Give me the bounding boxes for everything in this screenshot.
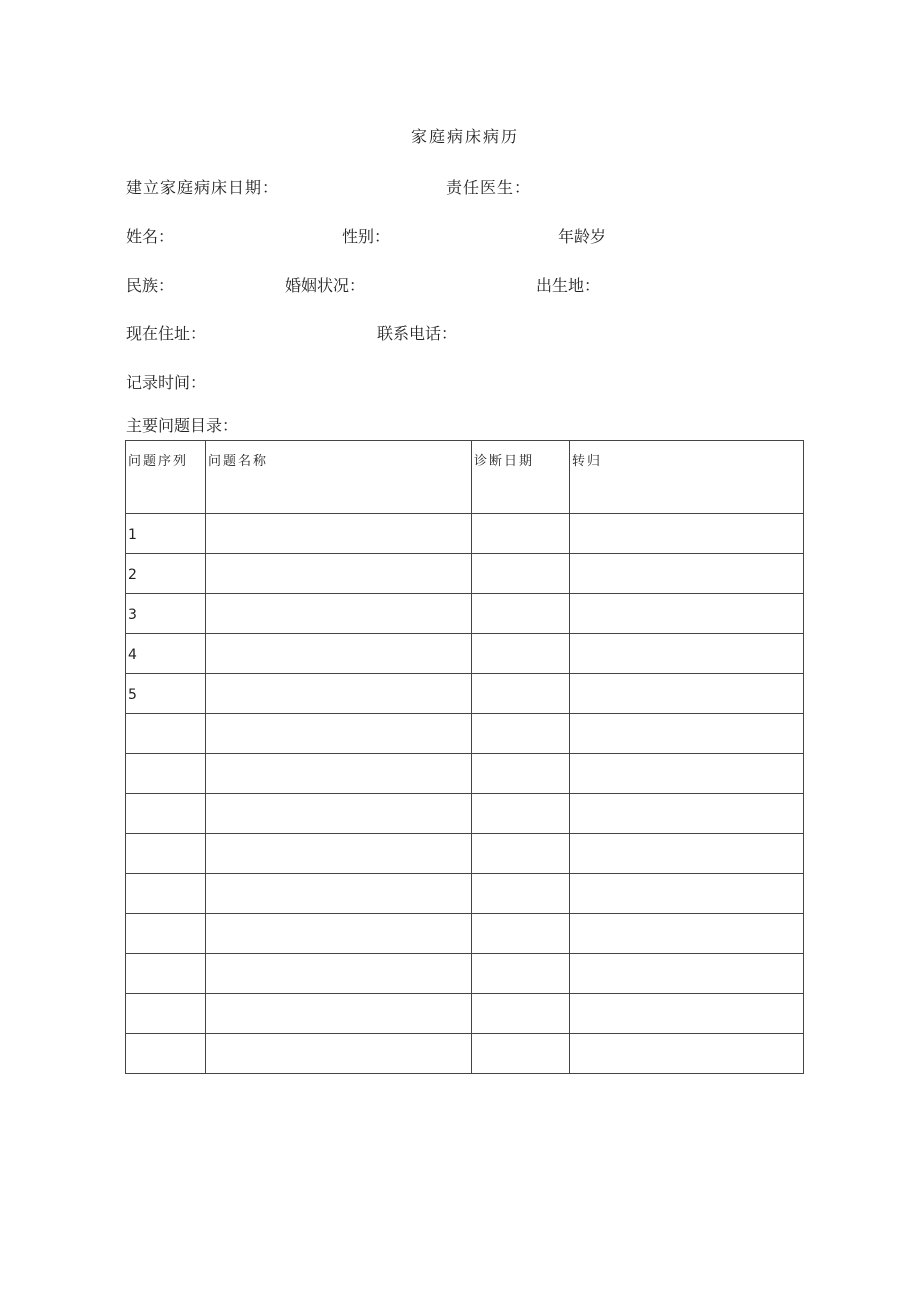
cell-outcome[interactable] [570,994,804,1034]
cell-diagnosis-date[interactable] [472,954,570,994]
cell-problem-name[interactable] [206,514,472,554]
table-row [126,1034,804,1074]
cell-outcome[interactable] [570,594,804,634]
build-date-label: 建立家庭病床日期： [126,178,280,197]
cell-diagnosis-date[interactable] [472,594,570,634]
doctor-label: 责任医生： [446,178,532,197]
problem-list-table [125,440,804,1074]
header-cell-diagnosis-date: 诊断日期 [472,441,570,514]
cell-problem-name[interactable] [206,674,472,714]
cell-outcome[interactable] [570,834,804,874]
cell-sequence[interactable] [126,914,206,954]
cell-outcome[interactable] [570,714,804,754]
cell-outcome[interactable] [570,1034,804,1074]
cell-problem-name[interactable] [206,794,472,834]
table-row [126,594,804,634]
table-row [126,634,804,674]
problem-list-heading: 主要问题目录： [126,416,239,435]
table-row [126,514,804,554]
cell-diagnosis-date[interactable] [472,1034,570,1074]
cell-problem-name[interactable] [206,954,472,994]
cell-diagnosis-date[interactable] [472,994,570,1034]
address-label: 现在住址： [126,324,207,343]
header-cell-problem-name: 问题名称 [206,441,472,514]
table-row [126,994,804,1034]
cell-problem-name[interactable] [206,634,472,674]
cell-problem-name[interactable] [206,834,472,874]
table-row [126,914,804,954]
cell-sequence[interactable]: 3 [126,594,206,634]
cell-problem-name[interactable] [206,714,472,754]
cell-sequence[interactable] [126,994,206,1034]
table-header-row [126,441,804,514]
cell-sequence[interactable] [126,754,206,794]
ethnicity-label: 民族： [126,276,175,295]
cell-outcome[interactable] [570,514,804,554]
record-time-label: 记录时间： [126,373,207,392]
cell-outcome[interactable] [570,794,804,834]
gender-label: 性别： [342,227,391,246]
cell-problem-name[interactable] [206,1034,472,1074]
table-row [126,874,804,914]
cell-problem-name[interactable] [206,594,472,634]
cell-diagnosis-date[interactable] [472,714,570,754]
cell-outcome[interactable] [570,634,804,674]
cell-diagnosis-date[interactable] [472,514,570,554]
birthplace-label: 出生地： [536,276,601,295]
table-row [126,794,804,834]
cell-problem-name[interactable] [206,874,472,914]
cell-diagnosis-date[interactable] [472,634,570,674]
phone-label: 联系电话： [377,324,458,343]
table-row [126,554,804,594]
table-row [126,834,804,874]
cell-sequence[interactable] [126,834,206,874]
cell-sequence[interactable]: 2 [126,554,206,594]
table-row [126,674,804,714]
cell-diagnosis-date[interactable] [472,834,570,874]
cell-outcome[interactable] [570,674,804,714]
cell-outcome[interactable] [570,554,804,594]
cell-outcome[interactable] [570,954,804,994]
cell-diagnosis-date[interactable] [472,914,570,954]
cell-sequence[interactable]: 5 [126,674,206,714]
age-label: 年龄岁 [558,227,607,246]
cell-outcome[interactable] [570,914,804,954]
cell-problem-name[interactable] [206,994,472,1034]
cell-diagnosis-date[interactable] [472,874,570,914]
table-row [126,714,804,754]
cell-problem-name[interactable] [206,754,472,794]
marital-status-label: 婚姻状况： [285,276,366,295]
cell-sequence[interactable] [126,714,206,754]
cell-sequence[interactable]: 1 [126,514,206,554]
cell-outcome[interactable] [570,874,804,914]
header-cell-sequence: 问题序列 [126,441,206,514]
cell-sequence[interactable] [126,954,206,994]
table-row [126,954,804,994]
table-row [126,754,804,794]
cell-diagnosis-date[interactable] [472,754,570,794]
cell-outcome[interactable] [570,754,804,794]
cell-diagnosis-date[interactable] [472,794,570,834]
cell-sequence[interactable] [126,1034,206,1074]
cell-diagnosis-date[interactable] [472,674,570,714]
cell-sequence[interactable]: 4 [126,634,206,674]
cell-problem-name[interactable] [206,914,472,954]
cell-diagnosis-date[interactable] [472,554,570,594]
cell-problem-name[interactable] [206,554,472,594]
header-cell-outcome: 转归 [570,441,804,514]
document-title: 家庭病床病历 [411,127,520,146]
cell-sequence[interactable] [126,874,206,914]
name-label: 姓名： [126,227,175,246]
cell-sequence[interactable] [126,794,206,834]
